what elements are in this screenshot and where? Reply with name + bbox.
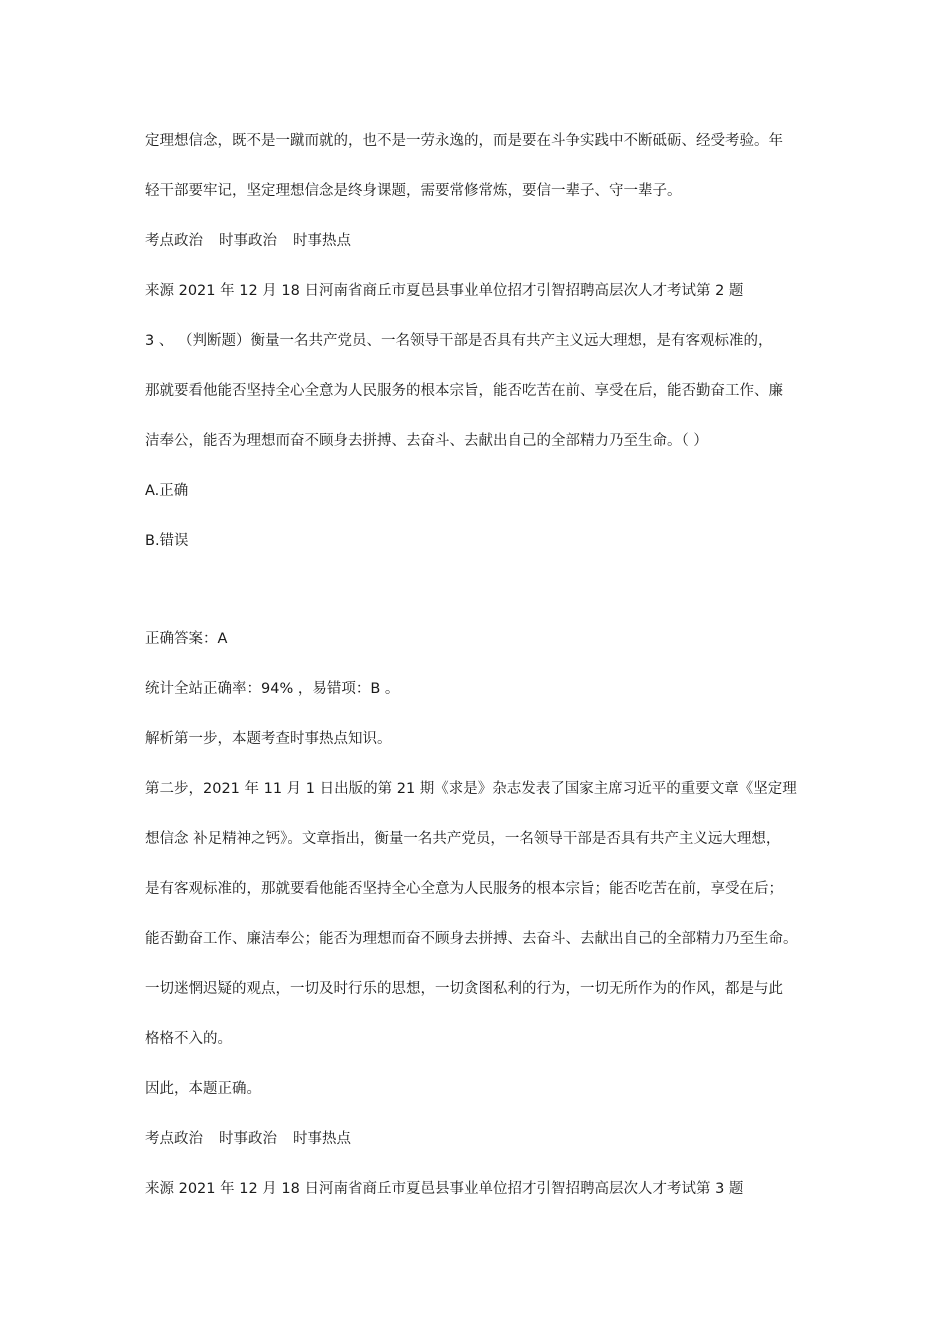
q3-kaodian (145, 1129, 351, 1149)
analysis-step-2-line-4: 能否勤奋工作、廉洁奉公；能否为理想而奋不顾身去拼搏、去奋斗、去献出自己的全部精力乃至生命。 (145, 931, 798, 947)
question3-line-1: 3 、 （判断题）衡量一名共产党员、一名领导干部是否具有共产主义远大理想，是有客观标准的， (145, 333, 773, 349)
question3-line-3: 洁奉公，能否为理想而奋不顾身去拼搏、去奋斗、去献出自己的全部精力乃至生命。（ ） (145, 433, 708, 449)
intro-line-1: 定理想信念，既不是一蹴而就的，也不是一劳永逸的，而是要在斗争实践中不断砥砺、经受考验。年 (145, 133, 783, 149)
analysis-step-2-line-3: 是有客观标准的，那就要看他能否坚持全心全意为人民服务的根本宗旨；能否吃苦在前，享受在后； (145, 881, 783, 897)
q2-kaodian (145, 231, 351, 251)
kaodian-tag: 时事政治 (219, 233, 277, 249)
answer-stats: 统计全站正确率：94% ，易错项：B 。 (145, 681, 400, 697)
kaodian-tag: 时事热点 (293, 233, 351, 249)
kaodian-tag: 时事政治 (219, 1131, 277, 1147)
analysis-step-2-line-1: 第二步，2021 年 11 月 1 日出版的第 21 期《求是》杂志发表了国家主席习近平的重要文章《坚定理 (145, 781, 797, 797)
correct-answer: 正确答案：A (145, 631, 228, 647)
intro-line-2: 轻干部要牢记，坚定理想信念是终身课题，需要常修常炼，要信一辈子、守一辈子。 (145, 183, 682, 199)
analysis-step-2-line-6: 格格不入的。 (145, 1031, 232, 1047)
option-b: B.错误 (145, 533, 189, 549)
question3-line-2: 那就要看他能否坚持全心全意为人民服务的根本宗旨，能否吃苦在前、享受在后，能否勤奋工作、廉 (145, 383, 783, 399)
option-a: A.正确 (145, 483, 189, 499)
q3-source: 来源 2021 年 12 月 18 日河南省商丘市夏邑县事业单位招才引智招聘高层次人才考试第 3 题 (145, 1181, 744, 1197)
analysis-conclusion: 因此，本题正确。 (145, 1081, 261, 1097)
analysis-step-1: 解析第一步，本题考查时事热点知识。 (145, 731, 392, 747)
analysis-step-2-line-2: 想信念 补足精神之钙》。文章指出，衡量一名共产党员，一名领导干部是否具有共产主义远大理想， (145, 831, 781, 847)
kaodian-tag: 时事热点 (293, 1131, 351, 1147)
analysis-step-2-line-5: 一切迷惘迟疑的观点，一切及时行乐的思想，一切贪图私利的行为，一切无所作为的作风，都是与此 (145, 981, 783, 997)
q2-source: 来源 2021 年 12 月 18 日河南省商丘市夏邑县事业单位招才引智招聘高层次人才考试第 2 题 (145, 283, 744, 299)
kaodian-label: 考点政治 (145, 1131, 203, 1147)
kaodian-label: 考点政治 (145, 233, 203, 249)
